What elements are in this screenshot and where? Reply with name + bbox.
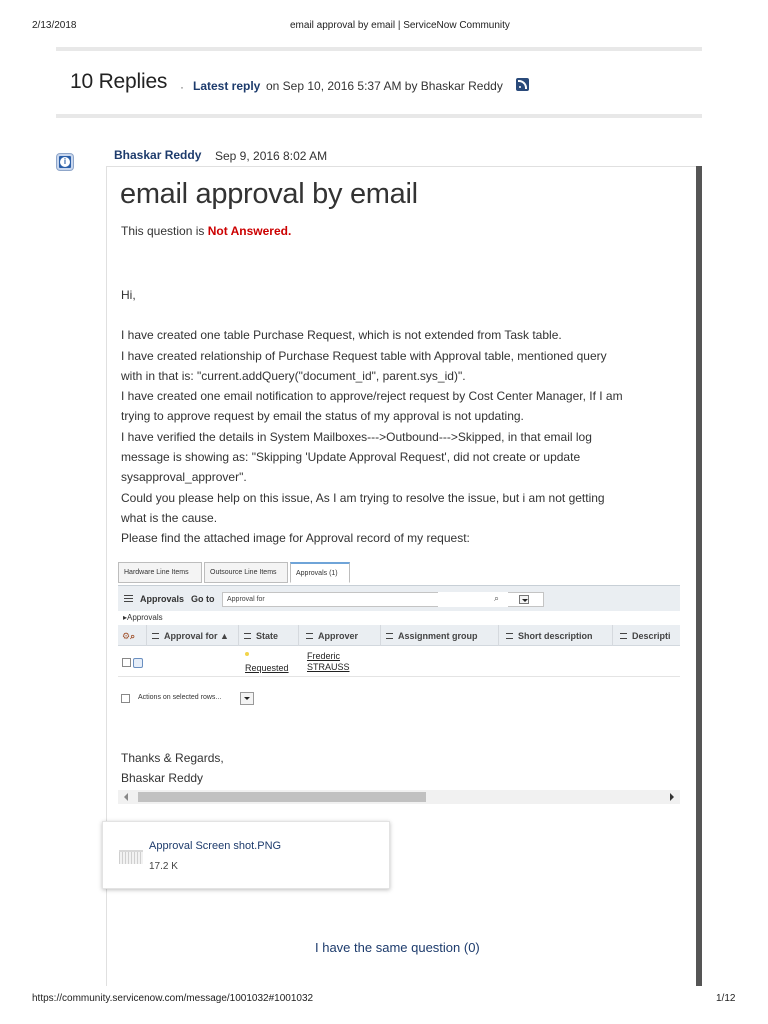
state-indicator-icon	[245, 652, 249, 656]
print-date: 2/13/2018	[32, 20, 77, 31]
column-approver[interactable]: Approver	[306, 631, 358, 641]
scroll-left-icon[interactable]	[124, 793, 128, 801]
goto-label: Go to	[191, 594, 215, 604]
question-icon	[57, 154, 73, 170]
chevron-down-icon[interactable]	[519, 595, 529, 604]
same-question-button[interactable]: I have the same question (0)	[315, 940, 480, 955]
divider	[56, 114, 702, 118]
post-title: email approval by email	[120, 178, 418, 210]
vertical-scrollbar[interactable]	[696, 166, 702, 986]
table-row	[118, 647, 680, 677]
table-header	[118, 625, 680, 646]
toolbar-title: Approvals	[140, 594, 185, 604]
approver-link[interactable]: Frederic STRAUSS	[307, 651, 350, 672]
author-link[interactable]: Bhaskar Reddy	[114, 148, 202, 162]
menu-icon[interactable]	[124, 595, 133, 602]
greeting: Hi,	[121, 288, 136, 302]
status-prefix: This question is	[121, 224, 208, 238]
question-status	[121, 224, 291, 238]
print-page-number: 1/12	[716, 993, 736, 1004]
breadcrumb[interactable]: ▸Approvals	[123, 613, 163, 622]
select-all-checkbox[interactable]	[121, 694, 130, 703]
divider	[56, 47, 702, 51]
post-paragraph: I have created one table Purchase Request, which is not extended from Task table. I have created relationship of Purchase Request table with Approval table, mentioned query with in that is: "current.addQuery("document_id", parent.sys_id)". I have created one email notification to approve/reject request by Cost Center Manager, If I am trying to approve request by email the status of my approval is not updating. I have verified the details in System Mailboxes--->Outbound--->Skipped, in that email log message is showing as: "Skipping 'Update Approval Request', did not create or update sysapproval_approver". Could you please help on this issue, As I am trying to resolve the issue, but i am not getting what is the cause. Please find the attached image for Approval record of my request:	[121, 328, 623, 546]
state-link[interactable]: Requested	[245, 663, 289, 673]
signature-block	[121, 748, 224, 789]
gear-search-icon[interactable]: ⚙⌕	[122, 631, 136, 641]
column-short-description[interactable]: Short description	[506, 631, 593, 641]
thanks-text: Thanks & Regards,	[121, 751, 224, 765]
horizontal-scrollbar[interactable]	[118, 790, 680, 804]
signature-name: Bhaskar Reddy	[121, 771, 204, 786]
attachment-size: 17.2 K	[149, 861, 178, 872]
latest-reply-meta: on Sep 10, 2016 5:37 AM by Bhaskar Reddy	[266, 79, 503, 93]
attachment-link[interactable]: Approval Screen shot.PNG	[149, 840, 282, 852]
scroll-thumb[interactable]	[138, 792, 426, 802]
row-checkbox[interactable]	[122, 658, 131, 667]
scroll-right-icon[interactable]	[670, 793, 674, 801]
print-title: email approval by email | ServiceNow Community	[290, 20, 510, 31]
column-state[interactable]: State	[244, 631, 278, 641]
status-badge: Not Answered.	[207, 224, 292, 238]
attachment-card[interactable]	[102, 821, 390, 889]
column-description[interactable]: Descripti	[620, 631, 671, 641]
actions-select[interactable]: Actions on selected rows...	[138, 694, 222, 701]
column-assignment-group[interactable]: Assignment group	[386, 631, 478, 641]
latest-reply-link[interactable]: Latest reply	[193, 79, 261, 93]
column-approval-for[interactable]: Approval for ▲	[152, 631, 229, 641]
tab-approvals[interactable]: Approvals (1)	[290, 562, 350, 583]
embedded-toolbar	[118, 585, 680, 611]
info-icon: i	[60, 157, 70, 167]
attachment-thumbnail	[119, 850, 143, 864]
post-body	[121, 285, 681, 549]
tab-outsource-line-items[interactable]: Outsource Line Items	[204, 562, 288, 583]
search-icon[interactable]: ⌕	[494, 593, 500, 603]
goto-select-value: Approval for	[227, 596, 265, 603]
print-url: https://community.servicenow.com/message/1001032#1001032	[32, 993, 314, 1004]
rss-icon[interactable]	[516, 78, 529, 91]
replies-count: 10 Replies	[70, 70, 168, 93]
post-date: Sep 9, 2016 8:02 AM	[215, 149, 328, 163]
chevron-down-icon[interactable]	[240, 692, 254, 705]
separator-dot: ·	[180, 80, 184, 94]
preview-icon[interactable]	[133, 658, 143, 668]
tab-hardware-line-items[interactable]: Hardware Line Items	[118, 562, 202, 583]
